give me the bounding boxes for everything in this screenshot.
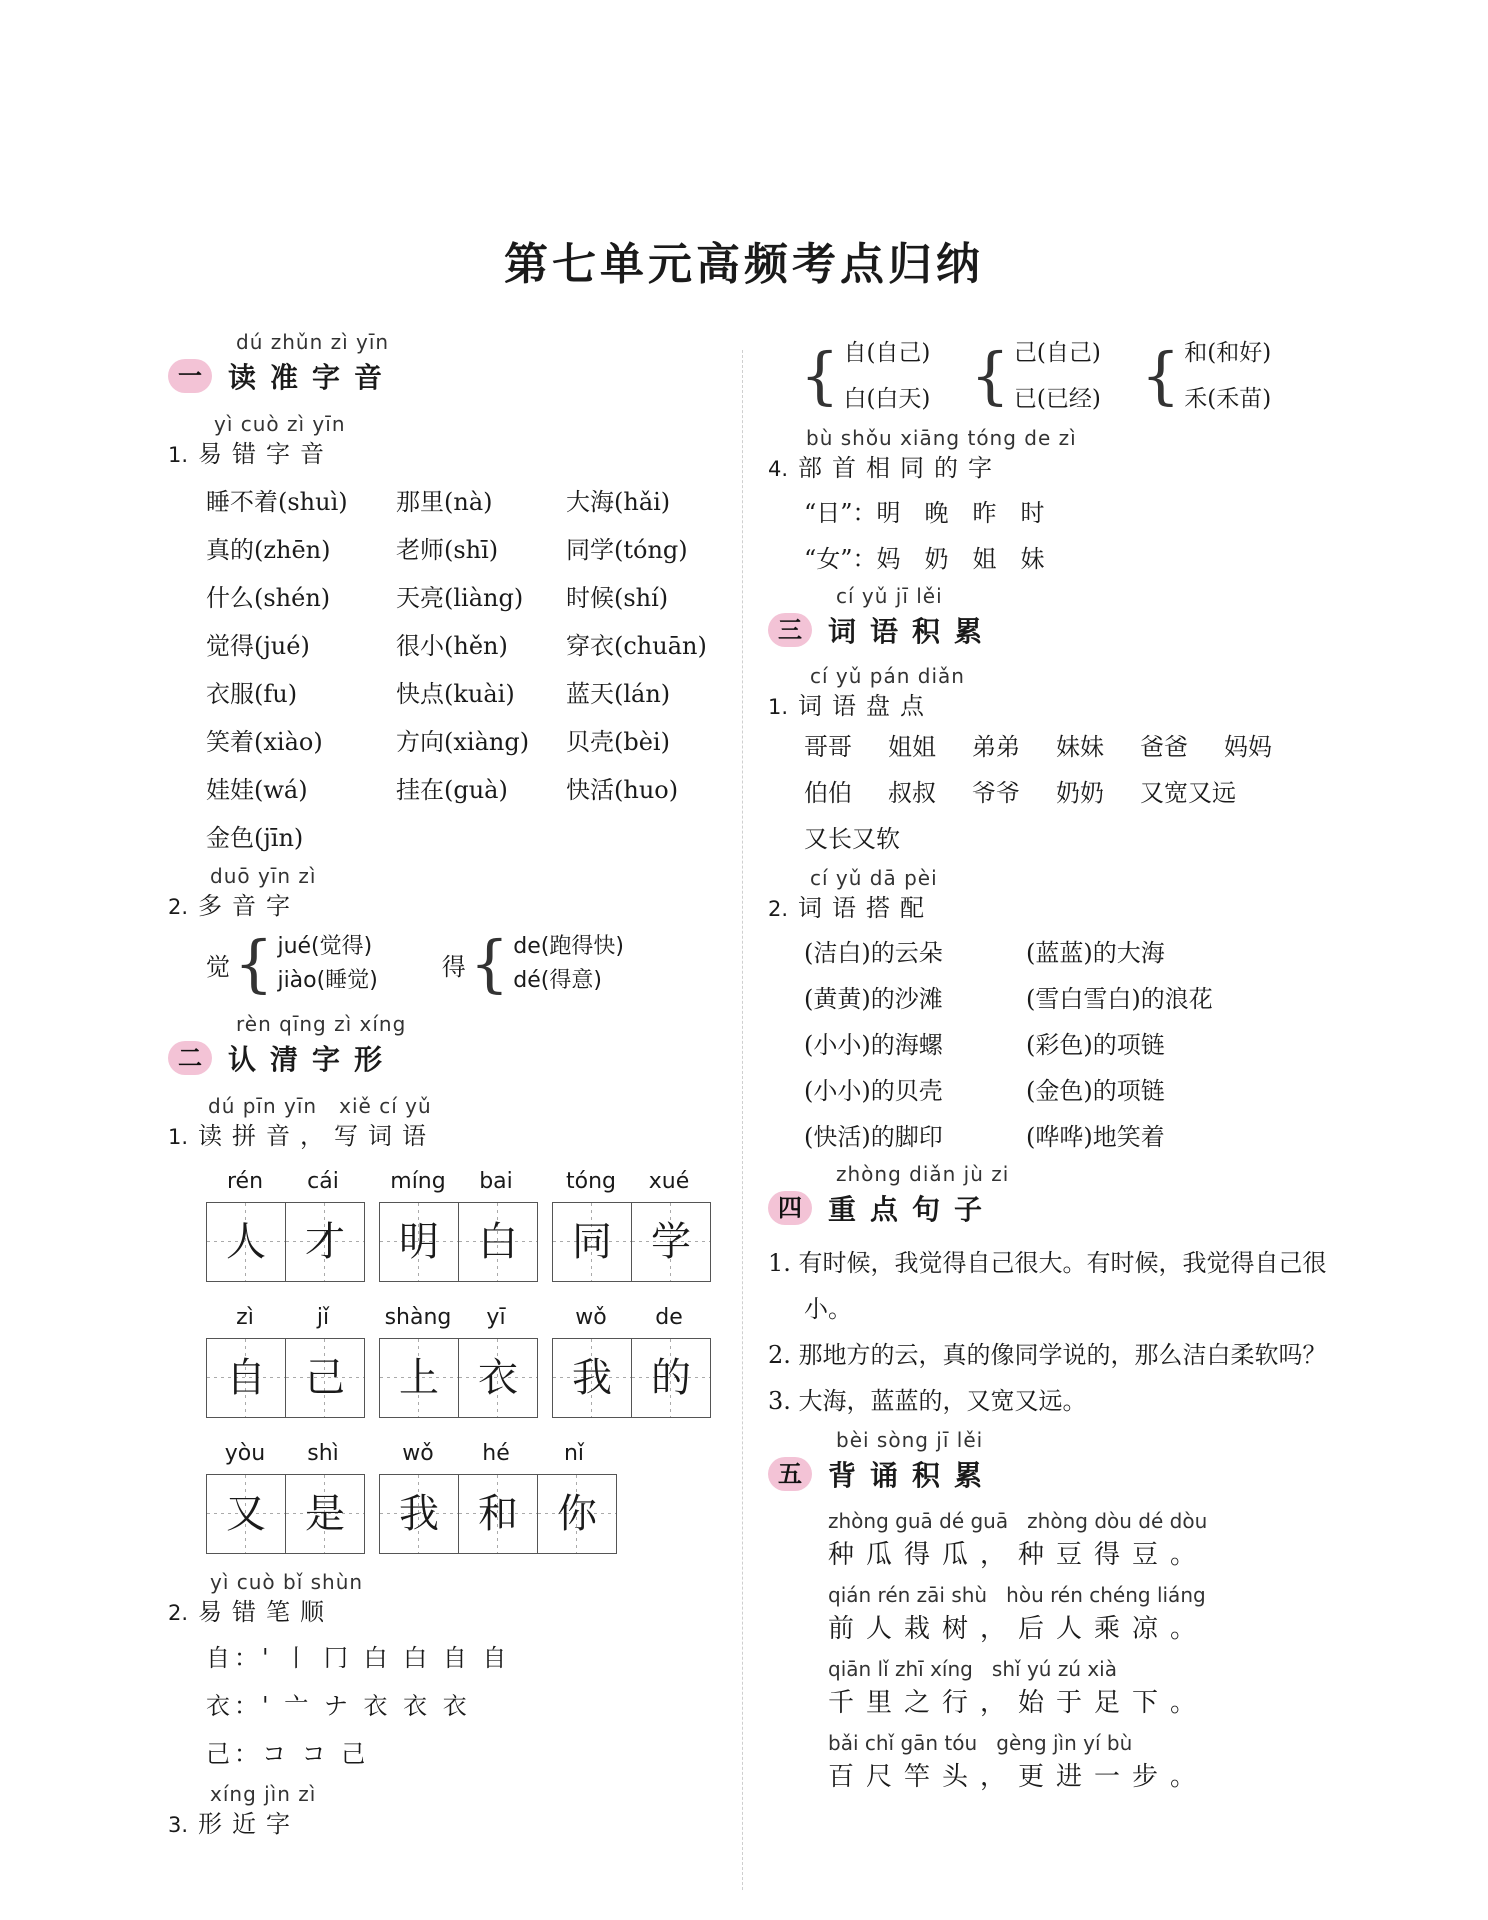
writing-card — [552, 1162, 711, 1282]
recitation-list — [828, 1508, 1348, 1804]
char-box: 人 — [207, 1203, 285, 1281]
char-box: 白 — [458, 1203, 537, 1281]
sec2-sub2-heading: 2. 易错笔顺 — [168, 1598, 335, 1626]
recitation-line: 种瓜得瓜，种豆得豆。 — [828, 1540, 1209, 1570]
sec1-badge: 一 — [168, 359, 212, 393]
pronunciation-item: 金色(jīn) — [206, 824, 304, 852]
collocation-item: (小小)的海螺 — [804, 1031, 943, 1059]
word-item: 爷爷 — [972, 779, 1020, 807]
pronunciation-item: 什么(shén) — [206, 584, 331, 612]
word-item: 奶奶 — [1056, 779, 1104, 807]
pronunciation-item: 娃娃(wá) — [206, 776, 308, 804]
sec3-pinyin: cí yǔ jī lěi — [836, 584, 943, 608]
recitation-pinyin: zhòng guā dé guā zhòng dòu dé dòu — [828, 1509, 1208, 1533]
char-box: 我 — [380, 1475, 458, 1553]
polyphone-char-1: 觉 — [206, 952, 230, 981]
sec2-sub1-pinyin: dú pīn yīn xiě cí yǔ — [208, 1094, 432, 1118]
sec1-sub2-heading: 2. 多音字 — [168, 892, 301, 920]
stroke-order-item: 自：' 丨 冂 白 白 自 自 — [206, 1644, 511, 1672]
word-item: 伯伯 — [804, 779, 852, 807]
word-item: 哥哥 — [804, 733, 852, 761]
key-sentences — [768, 1240, 1348, 1424]
collocation-item: (洁白)的云朵 — [804, 939, 943, 967]
sec4-header — [768, 1186, 1348, 1230]
sec3-sub2-pinyin: cí yǔ dā pèi — [810, 866, 938, 890]
pronunciation-item: 贝壳(bèi) — [566, 728, 670, 756]
similar-pair-3: { 和(和好) 禾(禾苗) — [1140, 339, 1272, 412]
word-item: 妹妹 — [1056, 733, 1104, 761]
polyphone-readings-2: de(跑得快) dé(得意) — [513, 934, 624, 993]
key-sentence: 3. 大海，蓝蓝的，又宽又远。 — [768, 1387, 1087, 1415]
word-item: 又宽又远 — [1140, 779, 1236, 807]
similar-char-pairs — [796, 330, 1348, 422]
writing-card — [206, 1298, 365, 1418]
card-boxes — [552, 1338, 711, 1418]
pronunciation-item: 方向(xiàng) — [396, 728, 530, 756]
char-box: 和 — [458, 1475, 537, 1553]
sec1-sub1-heading: 1. 易错字音 — [168, 440, 335, 468]
brace-icon: { — [1140, 339, 1181, 412]
card-pinyin: yòu — [224, 1441, 266, 1466]
recitation-line: 百尺竿头，更进一步。 — [828, 1762, 1209, 1792]
card-boxes — [552, 1202, 711, 1282]
char-box: 你 — [537, 1475, 616, 1553]
card-pinyin: hé — [482, 1441, 510, 1466]
writing-card — [552, 1298, 711, 1418]
writing-card — [379, 1298, 538, 1418]
char-box: 上 — [380, 1339, 458, 1417]
brace-icon: { — [970, 339, 1010, 412]
card-boxes — [379, 1474, 617, 1554]
card-boxes — [206, 1202, 365, 1282]
word-list — [804, 724, 1324, 862]
recitation-line: 千里之行，始于足下。 — [828, 1688, 1209, 1718]
sec2-header — [168, 1036, 728, 1080]
stroke-order-item: 衣：' 亠 ナ 衣 衣 衣 — [206, 1692, 471, 1720]
collocation-item: (雪白雪白)的浪花 — [1026, 985, 1213, 1013]
card-pinyin: wǒ — [575, 1305, 607, 1330]
pronunciation-item: 真的(zhēn) — [206, 536, 331, 564]
card-pinyin: zì — [236, 1305, 254, 1330]
sec1-header — [168, 354, 728, 398]
sec2-pinyin: rèn qīng zì xíng — [236, 1012, 407, 1036]
card-pinyin: bai — [479, 1169, 513, 1194]
card-boxes — [379, 1338, 538, 1418]
pronunciation-item: 大海(hǎi) — [566, 488, 671, 516]
card-row — [206, 1434, 728, 1554]
sec2-title: 认清字形 — [228, 1043, 397, 1076]
collocation-item: (小小)的贝壳 — [804, 1077, 943, 1105]
sec5-pinyin: bèi sòng jī lěi — [836, 1428, 984, 1452]
sec2-sub2-pinyin: yì cuò bǐ shùn — [210, 1570, 364, 1594]
key-sentence: 2. 那地方的云，真的像同学说的，那么洁白柔软吗？ — [768, 1341, 1327, 1369]
writing-card — [379, 1434, 617, 1554]
sec5-header — [768, 1452, 1348, 1496]
stroke-order-item: 己：コ コ 己 — [206, 1740, 370, 1768]
similar-pair-2: { 己(自己) 已(已经) — [970, 339, 1101, 412]
card-pinyin: xué — [648, 1169, 690, 1194]
pronunciation-item: 快活(huo) — [566, 776, 679, 804]
pronunciation-item: 笑着(xiào) — [206, 728, 323, 756]
card-pinyin: míng — [390, 1169, 446, 1194]
card-pinyin: wǒ — [402, 1441, 434, 1466]
collocation-item: (快活)的脚印 — [804, 1123, 943, 1151]
char-box: 自 — [207, 1339, 285, 1417]
polyphone-block — [206, 927, 728, 1000]
char-box: 同 — [553, 1203, 631, 1281]
sec3-sub1-pinyin: cí yǔ pán diǎn — [810, 664, 965, 688]
card-pinyin-row — [206, 1298, 365, 1338]
recitation-pinyin: qián rén zāi shù hòu rén chéng liáng — [828, 1583, 1206, 1607]
pronunciation-item: 天亮(liàng) — [396, 584, 524, 612]
collocation-item: (黄黄)的沙滩 — [804, 985, 943, 1013]
sub4-pinyin: bù shǒu xiāng tóng de zì — [806, 426, 1077, 450]
sec4-pinyin: zhòng diǎn jù zi — [836, 1162, 1010, 1186]
word-item: 妈妈 — [1224, 733, 1272, 761]
sub4-heading: 4. 部首相同的字 — [768, 454, 1003, 482]
word-item: 又长又软 — [804, 825, 900, 853]
sec2-badge: 二 — [168, 1041, 212, 1075]
brace-icon: { — [234, 927, 274, 1000]
sec2-sub3-pinyin: xíng jìn zì — [210, 1782, 317, 1806]
card-pinyin: de — [655, 1305, 683, 1330]
card-pinyin-row — [552, 1162, 711, 1202]
sec3-sub2-heading: 2. 词语搭配 — [768, 894, 935, 922]
radical-nv-line: “女”：妈 奶 姐 妹 — [804, 545, 1045, 573]
char-box: 是 — [285, 1475, 364, 1553]
pronunciation-item: 老师(shī) — [396, 536, 499, 564]
char-box: 己 — [285, 1339, 364, 1417]
sec3-title: 词语积累 — [828, 615, 997, 648]
collocation-item: (蓝蓝)的大海 — [1026, 939, 1165, 967]
card-boxes — [206, 1474, 365, 1554]
pronunciation-item: 觉得(jué) — [206, 632, 310, 660]
card-pinyin: rén — [226, 1169, 264, 1194]
pronunciation-item: 挂在(guà) — [396, 776, 508, 804]
card-boxes — [379, 1202, 538, 1282]
writing-card — [206, 1434, 365, 1554]
sec4-title: 重点句子 — [828, 1193, 997, 1226]
card-pinyin: cái — [307, 1169, 339, 1194]
char-box: 学 — [631, 1203, 710, 1281]
word-item: 弟弟 — [972, 733, 1020, 761]
recitation-pinyin: bǎi chǐ gān tóu gèng jìn yí bù — [828, 1731, 1133, 1755]
card-pinyin-row — [379, 1434, 617, 1474]
pronunciation-grid — [206, 478, 728, 862]
column-divider — [742, 350, 743, 1890]
card-pinyin: nǐ — [563, 1441, 585, 1466]
sec2-sub1-heading: 1. 读拼音，写词语 — [168, 1122, 437, 1150]
sec1-title: 读准字音 — [228, 361, 397, 394]
char-box: 明 — [380, 1203, 458, 1281]
sec1-sub1-pinyin: yì cuò zì yīn — [214, 412, 346, 436]
card-pinyin-row — [206, 1162, 365, 1202]
radical-ri-line: “日”：明 晚 昨 时 — [804, 499, 1045, 527]
card-row — [206, 1298, 728, 1418]
pronunciation-item: 那里(nà) — [396, 488, 493, 516]
recitation-line: 前人栽树，后人乘凉。 — [828, 1614, 1209, 1644]
word-item: 叔叔 — [888, 779, 936, 807]
similar-pair-1: { 自(自己) 白(白天) — [800, 339, 931, 412]
card-pinyin-row — [552, 1298, 711, 1338]
card-boxes — [206, 1338, 365, 1418]
word-item: 姐姐 — [888, 733, 936, 761]
polyphone-readings-1: jué(觉得) jiào(睡觉) — [277, 934, 378, 993]
stroke-order-list — [168, 1634, 728, 1778]
right-column — [768, 330, 1348, 1804]
word-item: 爸爸 — [1140, 733, 1188, 761]
sec5-title: 背诵积累 — [828, 1459, 997, 1492]
sec4-badge: 四 — [768, 1191, 812, 1225]
card-pinyin-row — [379, 1162, 538, 1202]
recitation-pinyin: qiān lǐ zhī xíng shǐ yú zú xià — [828, 1657, 1117, 1681]
char-box: 的 — [631, 1339, 710, 1417]
sec1-sub2-pinyin: duō yīn zì — [210, 864, 317, 888]
card-pinyin: jǐ — [316, 1305, 330, 1330]
sec3-sub1-heading: 1. 词语盘点 — [768, 692, 935, 720]
char-box: 我 — [553, 1339, 631, 1417]
sec2-sub3-heading: 3. 形近字 — [168, 1810, 301, 1838]
char-box: 衣 — [458, 1339, 537, 1417]
left-column — [168, 330, 728, 1842]
pronunciation-item: 蓝天(lán) — [566, 680, 671, 708]
writing-card — [206, 1162, 365, 1282]
pronunciation-item: 衣服(fu) — [206, 680, 298, 708]
pronunciation-item: 睡不着(shuì) — [206, 488, 348, 516]
pronunciation-item: 时候(shí) — [566, 584, 669, 612]
polyphone-char-2: 得 — [441, 952, 466, 981]
brace-icon: { — [800, 339, 840, 412]
page-title: 第七单元高频考点归纳 — [504, 239, 984, 290]
sec1-pinyin: dú zhǔn zì yīn — [236, 330, 390, 354]
brace-icon: { — [469, 927, 510, 1000]
collocation-item: (彩色)的项链 — [1026, 1031, 1165, 1059]
card-pinyin: yī — [486, 1305, 506, 1330]
card-pinyin-row — [379, 1298, 538, 1338]
pronunciation-item: 很小(hěn) — [396, 632, 508, 660]
char-box: 才 — [285, 1203, 364, 1281]
card-pinyin: shàng — [384, 1305, 452, 1330]
char-box: 又 — [207, 1475, 285, 1553]
collocation-item: (哗哗)地笑着 — [1026, 1123, 1165, 1151]
card-pinyin: shì — [307, 1441, 339, 1466]
card-row — [206, 1162, 728, 1282]
card-pinyin-row — [206, 1434, 365, 1474]
pronunciation-item: 穿衣(chuān) — [566, 632, 707, 660]
collocation-grid — [804, 930, 1348, 1160]
card-pinyin: tóng — [566, 1169, 616, 1194]
sec3-badge: 三 — [768, 613, 812, 647]
pronunciation-item: 同学(tóng) — [566, 536, 688, 564]
collocation-item: (金色)的项链 — [1026, 1077, 1165, 1105]
writing-cards — [206, 1162, 728, 1554]
sec5-badge: 五 — [768, 1457, 812, 1491]
writing-card — [379, 1162, 538, 1282]
sec3-header — [768, 608, 1348, 652]
key-sentence: 1. 有时候，我觉得自己很大。有时候，我觉得自己很小。 — [768, 1249, 1327, 1323]
pronunciation-item: 快点(kuài) — [396, 680, 515, 708]
